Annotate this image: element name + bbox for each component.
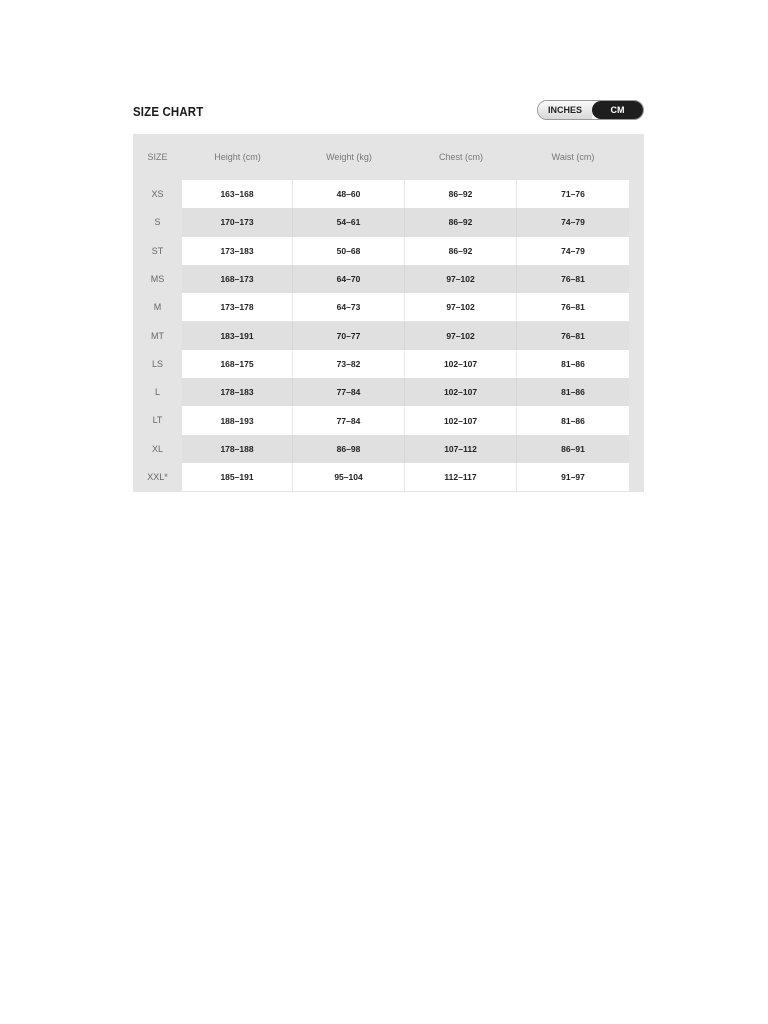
size-label: XS bbox=[151, 189, 164, 199]
size-label: XL bbox=[151, 443, 163, 454]
weight-cell: 95–104 bbox=[293, 463, 405, 491]
waist-cell: 81–86 bbox=[561, 358, 585, 369]
height-cell: 185–191 bbox=[182, 463, 293, 491]
page-title: SIZE CHART bbox=[133, 104, 204, 119]
weight-cell: 86–98 bbox=[293, 435, 405, 463]
waist-cell: 86–91 bbox=[561, 443, 585, 454]
table-row bbox=[182, 237, 629, 265]
header-height: Height (cm) bbox=[214, 152, 261, 162]
table-row bbox=[182, 322, 629, 350]
weight-cell: 77–84 bbox=[293, 378, 405, 406]
weight-cell: 64–70 bbox=[293, 265, 405, 293]
weight-cell: 54–61 bbox=[293, 208, 405, 236]
size-label: S bbox=[154, 217, 161, 228]
table-row bbox=[182, 435, 629, 463]
table-row bbox=[182, 350, 629, 378]
size-label: MS bbox=[150, 273, 165, 284]
table-row bbox=[182, 406, 629, 434]
header-chest: Chest (cm) bbox=[438, 152, 483, 162]
chest-cell: 86–92 bbox=[405, 237, 517, 265]
waist-cell: 81–86 bbox=[561, 387, 585, 398]
chest-cell: 86–92 bbox=[405, 180, 517, 208]
waist-cell: 76–81 bbox=[561, 302, 585, 313]
weight-cell: 48–60 bbox=[293, 180, 405, 208]
size-chart-table bbox=[133, 134, 644, 492]
height-cell: 168–175 bbox=[182, 350, 293, 378]
waist-cell: 74–79 bbox=[561, 217, 585, 228]
weight-cell: 73–82 bbox=[293, 350, 405, 378]
chest-cell: 112–117 bbox=[405, 463, 517, 491]
size-label: L bbox=[154, 387, 160, 398]
table-row bbox=[182, 265, 629, 293]
inches-toggle-button[interactable]: INCHES bbox=[538, 101, 592, 119]
chest-cell: 107–112 bbox=[405, 435, 517, 463]
waist-cell: 91–97 bbox=[561, 472, 585, 483]
header-waist: Waist (cm) bbox=[551, 152, 595, 162]
size-label: LS bbox=[151, 358, 163, 369]
height-cell: 178–188 bbox=[182, 435, 293, 463]
chest-cell: 102–107 bbox=[405, 378, 517, 406]
waist-cell: 76–81 bbox=[561, 274, 585, 285]
height-cell: 170–173 bbox=[182, 208, 293, 236]
chest-cell: 86–92 bbox=[405, 208, 517, 236]
table-row bbox=[182, 463, 629, 491]
height-cell: 183–191 bbox=[182, 322, 293, 350]
table-row bbox=[182, 293, 629, 321]
weight-cell: 70–77 bbox=[293, 322, 405, 350]
size-label: MT bbox=[151, 330, 164, 341]
waist-cell: 76–81 bbox=[561, 330, 585, 341]
height-cell: 173–178 bbox=[182, 293, 293, 321]
waist-cell: 74–79 bbox=[561, 245, 585, 256]
table-row bbox=[182, 180, 629, 208]
weight-cell: 64–73 bbox=[293, 293, 405, 321]
chest-cell: 97–102 bbox=[405, 293, 517, 321]
waist-cell: 81–86 bbox=[561, 415, 585, 426]
height-cell: 163–168 bbox=[182, 180, 293, 208]
header-size: SIZE bbox=[147, 152, 168, 162]
size-label: LT bbox=[152, 415, 163, 426]
height-cell: 178–183 bbox=[182, 378, 293, 406]
header-weight: Weight (kg) bbox=[326, 152, 372, 162]
size-label: M bbox=[153, 302, 162, 313]
chest-cell: 97–102 bbox=[405, 265, 517, 293]
unit-toggle[interactable] bbox=[537, 100, 644, 120]
weight-cell: 50–68 bbox=[293, 237, 405, 265]
chest-cell: 102–107 bbox=[405, 350, 517, 378]
waist-cell: 71–76 bbox=[561, 189, 585, 200]
weight-cell: 77–84 bbox=[293, 406, 405, 434]
height-cell: 168–173 bbox=[182, 265, 293, 293]
cm-toggle-button[interactable]: CM bbox=[592, 101, 643, 119]
height-cell: 188–193 bbox=[182, 406, 293, 434]
table-row bbox=[182, 378, 629, 406]
chest-cell: 97–102 bbox=[405, 322, 517, 350]
size-label: XXL* bbox=[147, 472, 168, 482]
size-label: ST bbox=[151, 245, 164, 256]
height-cell: 173–183 bbox=[182, 237, 293, 265]
table-row bbox=[182, 208, 629, 236]
chest-cell: 102–107 bbox=[405, 406, 517, 434]
